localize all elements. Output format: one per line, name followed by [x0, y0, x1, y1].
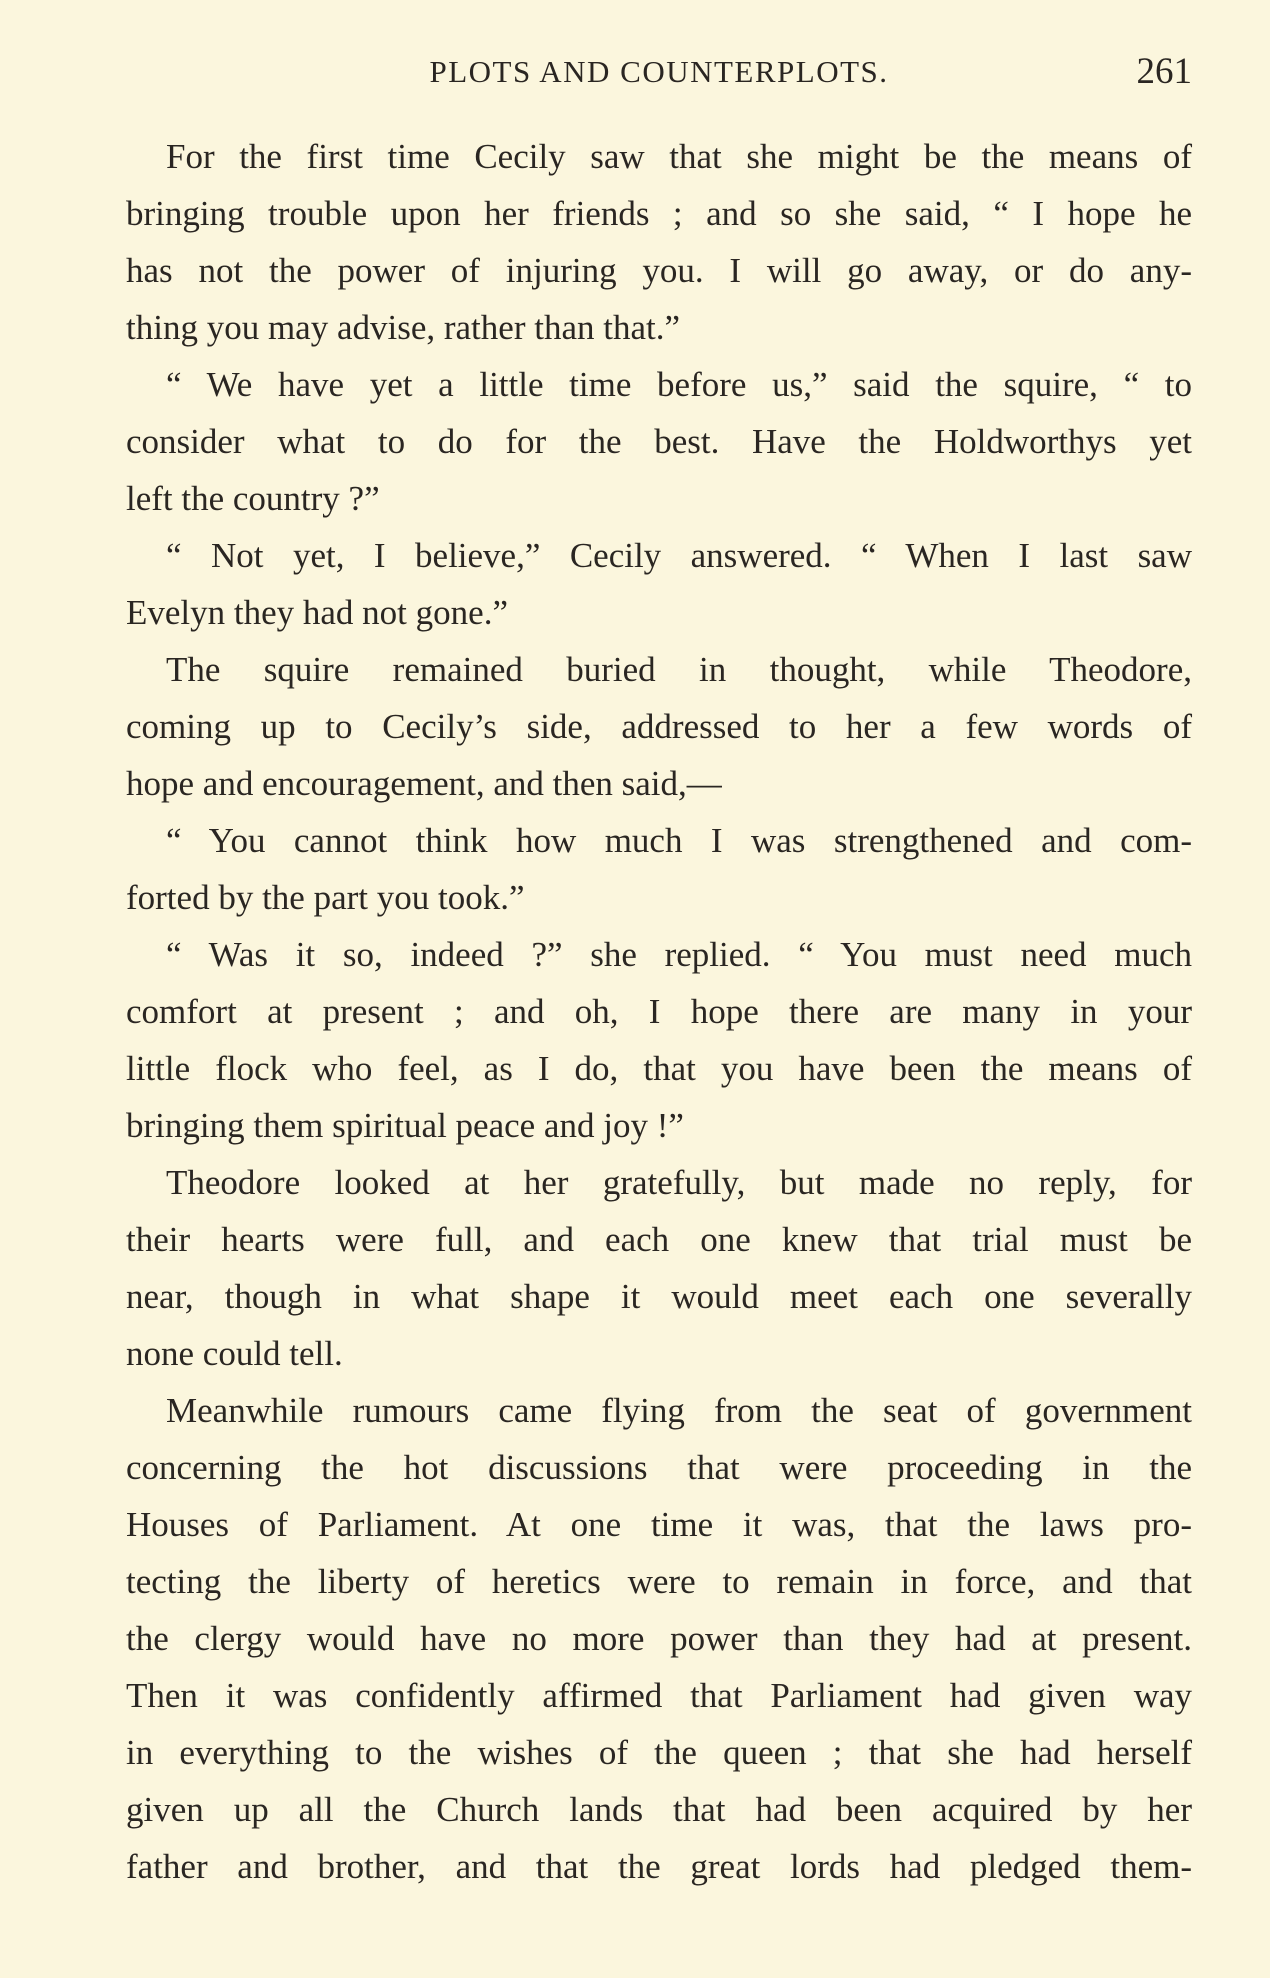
text-line: “ You cannot think how much I was strengthened and com-: [166, 821, 1192, 860]
text-line: forted by the part you took.”: [126, 878, 525, 917]
text-line: comfort at present ; and oh, I hope there are many in your: [126, 992, 1192, 1031]
text-line: their hearts were full, and each one knew that trial must be: [126, 1220, 1192, 1259]
text-line: Theodore looked at her gratefully, but made no reply, for: [166, 1163, 1192, 1202]
text-line: “ We have yet a little time before us,” said the squire, “ to: [166, 365, 1192, 404]
text-line: thing you may advise, rather than that.”: [126, 308, 681, 347]
text-line: left the country ?”: [126, 479, 380, 518]
text-line: hope and encouragement, and then said,—: [126, 764, 722, 803]
text-line: bringing them spiritual peace and joy !”: [126, 1106, 684, 1145]
text-line: near, though in what shape it would meet each one severally: [126, 1277, 1192, 1316]
text-line: tecting the liberty of heretics were to remain in force, and that: [126, 1562, 1192, 1601]
text-line: consider what to do for the best. Have the Holdworthys yet: [126, 422, 1192, 461]
text-line: none could tell.: [126, 1334, 343, 1373]
text-line: given up all the Church lands that had been acquired by her: [126, 1790, 1192, 1829]
text-line: Houses of Parliament. At one time it was, that the laws pro-: [126, 1505, 1192, 1544]
text-line: Evelyn they had not gone.”: [126, 593, 508, 632]
text-line: bringing trouble upon her friends ; and so she said, “ I hope he: [126, 194, 1192, 233]
running-head: [126, 50, 1192, 96]
text-line: father and brother, and that the great lords had pledged them-: [126, 1847, 1192, 1886]
text-line: concerning the hot discussions that were proceeding in the: [126, 1448, 1192, 1487]
running-title: PLOTS AND COUNTERPLOTS.: [429, 54, 889, 89]
body-text: [126, 128, 1192, 1895]
text-line: coming up to Cecily’s side, addressed to her a few words of: [126, 707, 1192, 746]
text-line: For the first time Cecily saw that she might be the means of: [166, 137, 1192, 176]
text-line: Meanwhile rumours came flying from the seat of government: [166, 1391, 1192, 1430]
text-line: has not the power of injuring you. I will go away, or do any-: [126, 251, 1192, 290]
text-line: in everything to the wishes of the queen ; that she had herself: [126, 1733, 1192, 1772]
text-line: “ Not yet, I believe,” Cecily answered. “ When I last saw: [166, 536, 1192, 575]
text-line: “ Was it so, indeed ?” she replied. “ You must need much: [166, 935, 1192, 974]
text-line: the clergy would have no more power than they had at present.: [126, 1619, 1192, 1658]
text-line: The squire remained buried in thought, while Theodore,: [166, 650, 1192, 689]
text-line: little flock who feel, as I do, that you have been the means of: [126, 1049, 1192, 1088]
page-number: 261: [1136, 51, 1192, 92]
text-line: Then it was confidently affirmed that Parliament had given way: [126, 1676, 1192, 1715]
